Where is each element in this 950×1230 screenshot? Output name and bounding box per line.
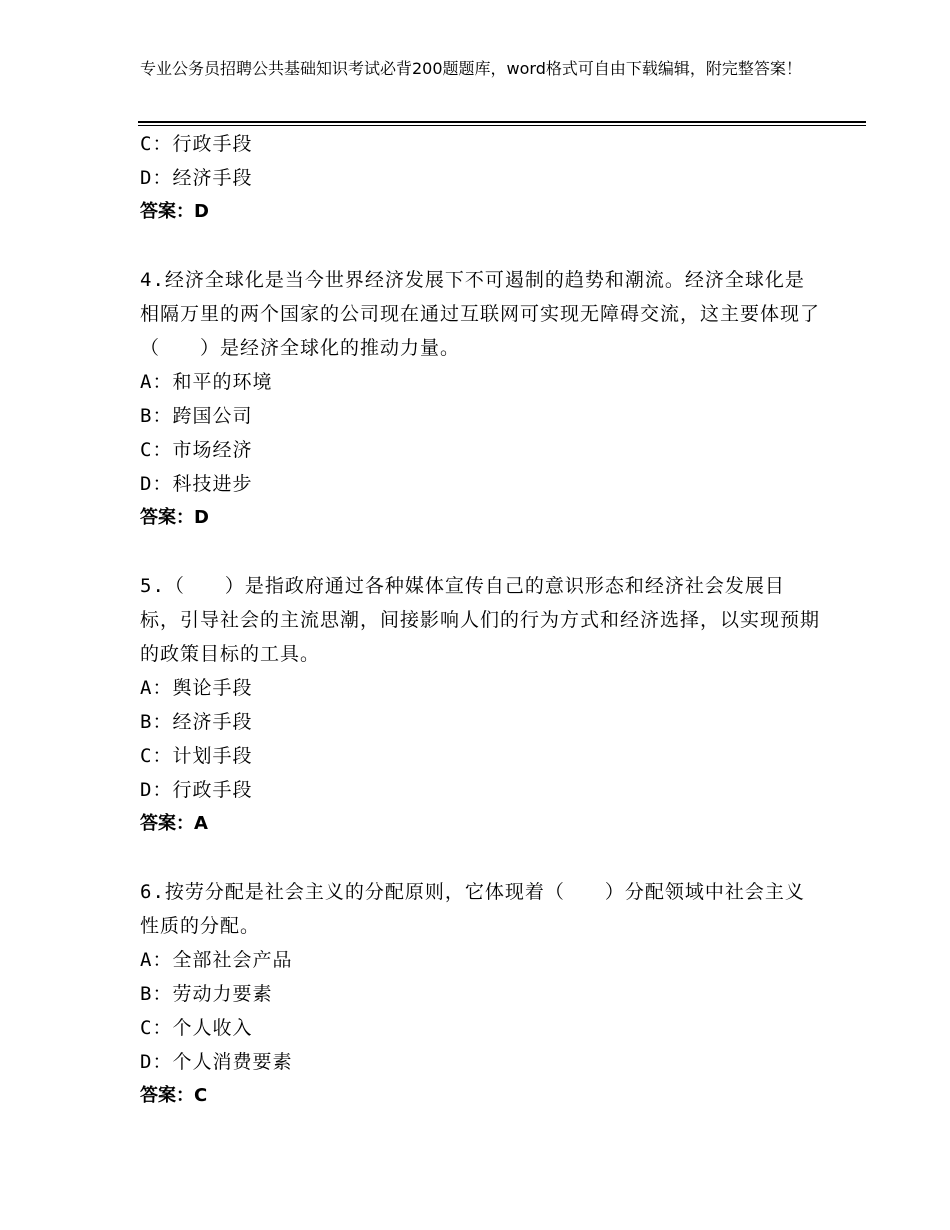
option-a: A：舆论手段 (140, 677, 253, 699)
option-b: B：跨国公司 (140, 405, 253, 427)
option-c: C：计划手段 (140, 745, 253, 767)
question-stem: 4.经济全球化是当今世界经济发展下不可遏制的趋势和潮流。经济全球化是相隔万里的两个国家的公司现在通过互联网可实现无障碍交流，这主要体现了（ ）是经济全球化的推动力量。 (140, 269, 821, 359)
question-partial (140, 127, 820, 229)
answer-line: 答案：C (140, 1085, 208, 1106)
option-c: C：市场经济 (140, 439, 253, 461)
option-c: C：个人收入 (140, 1017, 253, 1039)
header-divider-thin (138, 125, 866, 126)
option-a: A：全部社会产品 (140, 949, 293, 971)
question-list (140, 127, 820, 1113)
page-header: 专业公务员招聘公共基础知识考试必背200题题库，word格式可自由下载编辑，附完整答案！ (140, 59, 802, 78)
question-stem: 6.按劳分配是社会主义的分配原则，它体现着（ ）分配领域中社会主义性质的分配。 (140, 881, 805, 937)
option-d: D：个人消费要素 (140, 1051, 293, 1073)
answer-line: 答案：A (140, 813, 208, 834)
question-4 (140, 263, 820, 535)
option-c: C：行政手段 (140, 133, 253, 155)
option-d: D：科技进步 (140, 473, 253, 495)
answer-line: 答案：D (140, 507, 209, 528)
option-a: A：和平的环境 (140, 371, 273, 393)
option-b: B：经济手段 (140, 711, 253, 733)
option-b: B：劳动力要素 (140, 983, 273, 1005)
option-d: D：经济手段 (140, 167, 253, 189)
question-stem: 5.（ ）是指政府通过各种媒体宣传自己的意识形态和经济社会发展目标，引导社会的主流思潮，间接影响人们的行为方式和经济选择，以实现预期的政策目标的工具。 (140, 575, 821, 665)
option-d: D：行政手段 (140, 779, 253, 801)
answer-line: 答案：D (140, 201, 209, 222)
question-6 (140, 875, 820, 1113)
header-divider (138, 121, 866, 123)
question-5 (140, 569, 820, 841)
